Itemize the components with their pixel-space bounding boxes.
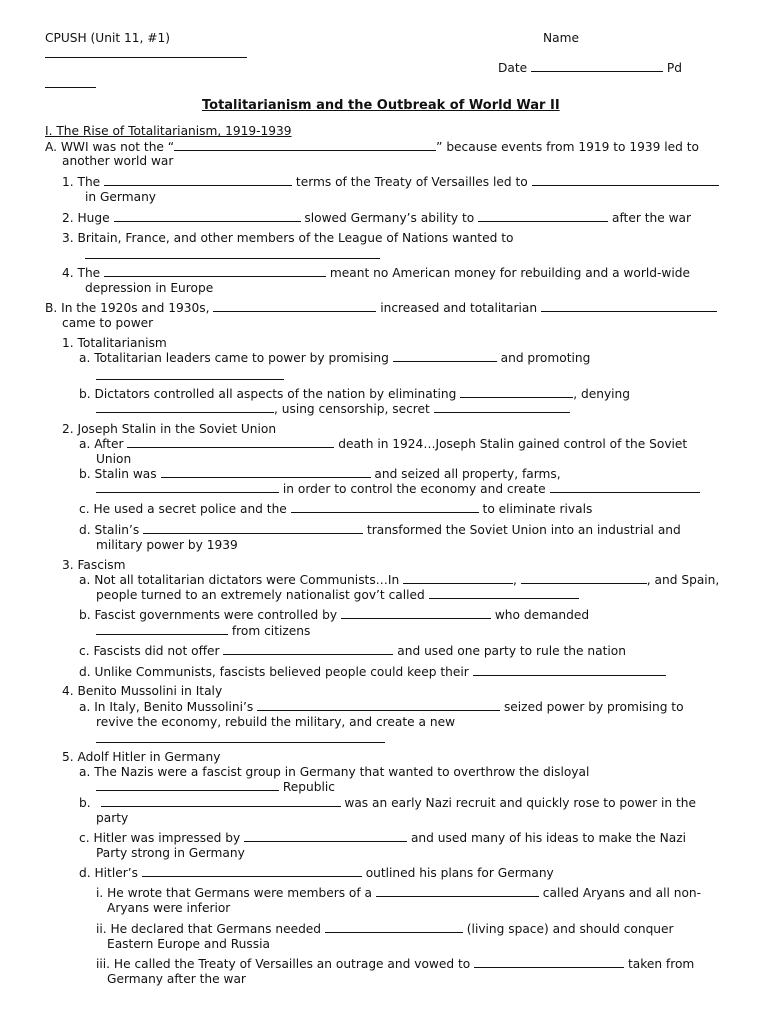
item-B2b-line2 — [96, 482, 700, 496]
item-B5c-text1: c. Hitler was impressed by — [79, 831, 241, 845]
item-A2-text2: slowed Germany’s ability to — [304, 211, 475, 225]
blank-B5c[interactable] — [244, 831, 407, 842]
item-B-text1: B. In the 1920s and 1930s, — [45, 301, 210, 315]
item-A1-line1 — [62, 175, 719, 189]
item-B2-head: 2. Joseph Stalin in the Soviet Union — [62, 422, 277, 436]
blank-B4a-a[interactable] — [257, 700, 500, 711]
blank-B1b-a[interactable] — [460, 387, 573, 398]
item-B1a-text1: a. Totalitarian leaders came to power by promising — [79, 351, 389, 365]
item-B2b-text1: b. Stalin was — [79, 467, 157, 481]
item-B2d-text1: d. Stalin’s — [79, 523, 140, 537]
item-B3c-text1: c. Fascists did not offer — [79, 644, 220, 658]
item-B1-head: 1. Totalitarianism — [62, 336, 167, 350]
item-B2b-text3: in order to control the economy and create — [282, 482, 546, 496]
item-B2c-text2: to eliminate rivals — [482, 502, 593, 516]
item-B4a-text2: seized power by promising to — [503, 700, 684, 714]
blank-B3a-b[interactable] — [521, 573, 647, 584]
item-B2a-text1: a. After — [79, 437, 124, 451]
item-B1b-text1: b. Dictators controlled all aspects of the nation by eliminating — [79, 387, 457, 401]
item-B3a-line2 — [96, 588, 579, 602]
item-B2d-line2: military power by 1939 — [96, 538, 238, 552]
item-B3a-line1 — [79, 573, 719, 587]
item-A2-text3: after the war — [612, 211, 692, 225]
item-A-text1: A. WWI was not the “ — [45, 140, 175, 154]
item-B5b-line1 — [79, 796, 696, 810]
blank-A1-a[interactable] — [104, 175, 292, 186]
period-label: Pd — [666, 61, 682, 75]
item-B-text2: increased and totalitarian — [380, 301, 538, 315]
item-A4-text2: meant no American money for rebuilding and a world-wide — [329, 266, 690, 280]
item-B3b-line1 — [79, 608, 589, 622]
item-B5diii-text2: taken from — [627, 957, 695, 971]
item-A-line2: another world war — [62, 154, 174, 168]
blank-B1b-c[interactable] — [434, 402, 570, 413]
item-B5di-text1: i. He wrote that Germans were members of a — [96, 886, 373, 900]
blank-B5d[interactable] — [142, 866, 362, 877]
blank-B5a[interactable] — [96, 780, 279, 791]
item-B5b-text1: b. — [79, 796, 91, 810]
blank-B5dii[interactable] — [325, 922, 463, 933]
item-A2-line — [62, 211, 691, 225]
item-B5-head: 5. Adolf Hitler in Germany — [62, 750, 221, 764]
item-B5dii-text2: (living space) and should conquer — [466, 922, 674, 936]
item-B2c-text1: c. He used a secret police and the — [79, 502, 287, 516]
item-B5di-text2: called Aryans and all non- — [542, 886, 702, 900]
name-label: Name — [543, 31, 579, 45]
date-blank[interactable] — [531, 61, 663, 72]
item-B3d-line — [79, 665, 666, 679]
blank-B3b-b[interactable] — [96, 624, 228, 635]
item-A1-text2: terms of the Treaty of Versailles led to — [295, 175, 528, 189]
item-B1a-text2: and promoting — [500, 351, 591, 365]
item-B-line1 — [45, 301, 717, 315]
item-B5dii-line2: Eastern Europe and Russia — [107, 937, 270, 951]
blank-B2b-c[interactable] — [550, 482, 700, 493]
blank-B1a-b[interactable] — [96, 379, 284, 380]
item-B5b-line2: party — [96, 811, 129, 825]
blank-B2a[interactable] — [127, 437, 334, 448]
blank-A2-a[interactable] — [114, 211, 301, 222]
item-B5a-text2: Republic — [282, 780, 335, 794]
item-B5d-text1: d. Hitler’s — [79, 866, 138, 880]
item-B5a-line1: a. The Nazis were a fascist group in Germany that wanted to overthrow the disloyal — [79, 765, 590, 779]
blank-A2-b[interactable] — [478, 211, 608, 222]
item-B1b-line2 — [96, 402, 570, 416]
section-heading: I. The Rise of Totalitarianism, 1919-1939 — [45, 124, 292, 138]
item-B5di-line2: Aryans were inferior — [107, 901, 231, 915]
blank-B3c[interactable] — [223, 644, 393, 655]
item-B3b-text1: b. Fascist governments were controlled by — [79, 608, 338, 622]
item-B2a-line2: Union — [96, 452, 132, 466]
period-line-left[interactable] — [45, 87, 96, 88]
item-B5d-text2: outlined his plans for Germany — [365, 866, 554, 880]
item-B3a-text2: , — [513, 573, 517, 587]
item-B1a-line1 — [79, 351, 590, 365]
item-A1-line2: in Germany — [85, 190, 157, 204]
blank-B1b-b[interactable] — [96, 402, 274, 413]
item-B3-head: 3. Fascism — [62, 558, 126, 572]
item-B5c-text2: and used many of his ideas to make the Nazi — [410, 831, 687, 845]
blank-B-b[interactable] — [541, 301, 717, 312]
item-A2-text1: 2. Huge — [62, 211, 110, 225]
item-A-text2: ” because events from 1919 to 1939 led to — [436, 140, 699, 154]
date-label: Date — [498, 61, 528, 75]
blank-B2d[interactable] — [143, 523, 363, 534]
item-B2d-line1 — [79, 523, 681, 537]
item-B3c-line — [79, 644, 626, 658]
blank-B3a-c[interactable] — [429, 588, 579, 599]
blank-A1-b[interactable] — [532, 175, 719, 186]
item-B2b-text2: and seized all property, farms, — [374, 467, 561, 481]
item-B5d-line — [79, 866, 554, 880]
item-B3b-text2: who demanded — [494, 608, 590, 622]
item-B2a-text2: death in 1924…Joseph Stalin gained control of the Soviet — [338, 437, 688, 451]
item-B-line2: came to power — [62, 316, 154, 330]
item-B2a-line1 — [79, 437, 687, 451]
blank-A3[interactable] — [85, 258, 380, 259]
item-B3a-text3: , and Spain, — [646, 573, 720, 587]
item-B1b-text2: , denying — [573, 387, 631, 401]
item-B4a-line1 — [79, 700, 684, 714]
item-B5diii-line2: Germany after the war — [107, 972, 246, 986]
blank-A1[interactable] — [174, 140, 436, 151]
blank-B2c[interactable] — [291, 502, 479, 513]
item-A4-line1 — [62, 266, 690, 280]
blank-A4[interactable] — [104, 266, 326, 277]
item-B2b-line1 — [79, 467, 561, 481]
blank-B2b-b[interactable] — [96, 482, 279, 493]
item-B3d-text1: d. Unlike Communists, fascists believed people could keep their — [79, 665, 469, 679]
item-B2c-line — [79, 502, 592, 516]
name-line-left[interactable] — [45, 57, 247, 58]
item-A-line1 — [45, 140, 699, 154]
item-B5dii-line1 — [96, 922, 674, 936]
item-B1b-text3: , using censorship, secret — [274, 402, 430, 416]
item-B3c-text2: and used one party to rule the nation — [397, 644, 626, 658]
item-B3b-line2 — [96, 624, 310, 638]
blank-B4a-b[interactable] — [96, 742, 385, 743]
item-B3a-text4: people turned to an extremely nationalist gov’t called — [96, 588, 425, 602]
blank-B-a[interactable] — [213, 301, 376, 312]
blank-B3a-a[interactable] — [403, 573, 513, 584]
blank-B2b-a[interactable] — [161, 467, 371, 478]
blank-B1a-a[interactable] — [393, 351, 497, 362]
item-B5a-line2 — [96, 780, 335, 794]
blank-B5di[interactable] — [376, 886, 539, 897]
item-B5b-text2: was an early Nazi recruit and quickly rose to power in the — [344, 796, 696, 810]
course-label: CPUSH (Unit 11, #1) — [45, 31, 170, 45]
item-B5di-line1 — [96, 886, 701, 900]
item-A4-text1: 4. The — [62, 266, 101, 280]
item-B3a-text1: a. Not all totalitarian dictators were Communists…In — [79, 573, 400, 587]
date-row — [498, 61, 682, 75]
blank-B5diii[interactable] — [474, 957, 624, 968]
item-A4-line2: depression in Europe — [85, 281, 214, 295]
item-A3-line1: 3. Britain, France, and other members of the League of Nations wanted to — [62, 231, 514, 245]
item-B5c-line2: Party strong in Germany — [96, 846, 245, 860]
item-A1-text1: 1. The — [62, 175, 101, 189]
blank-B5b[interactable] — [101, 796, 341, 807]
item-B4-head: 4. Benito Mussolini in Italy — [62, 684, 223, 698]
blank-B3b-a[interactable] — [341, 608, 491, 619]
item-B1b-line1 — [79, 387, 630, 401]
item-B5diii-text1: iii. He called the Treaty of Versailles an outrage and vowed to — [96, 957, 471, 971]
item-B5diii-line1 — [96, 957, 694, 971]
blank-B3d[interactable] — [473, 665, 666, 676]
item-B5dii-text1: ii. He declared that Germans needed — [96, 922, 322, 936]
item-B3b-text3: from citizens — [231, 624, 311, 638]
page-title: Totalitarianism and the Outbreak of World War II — [202, 98, 560, 113]
item-B5c-line1 — [79, 831, 686, 845]
item-B2d-text2: transformed the Soviet Union into an industrial and — [366, 523, 681, 537]
item-B4a-line2: revive the economy, rebuild the military, and create a new — [96, 715, 456, 729]
item-B4a-text1: a. In Italy, Benito Mussolini’s — [79, 700, 254, 714]
